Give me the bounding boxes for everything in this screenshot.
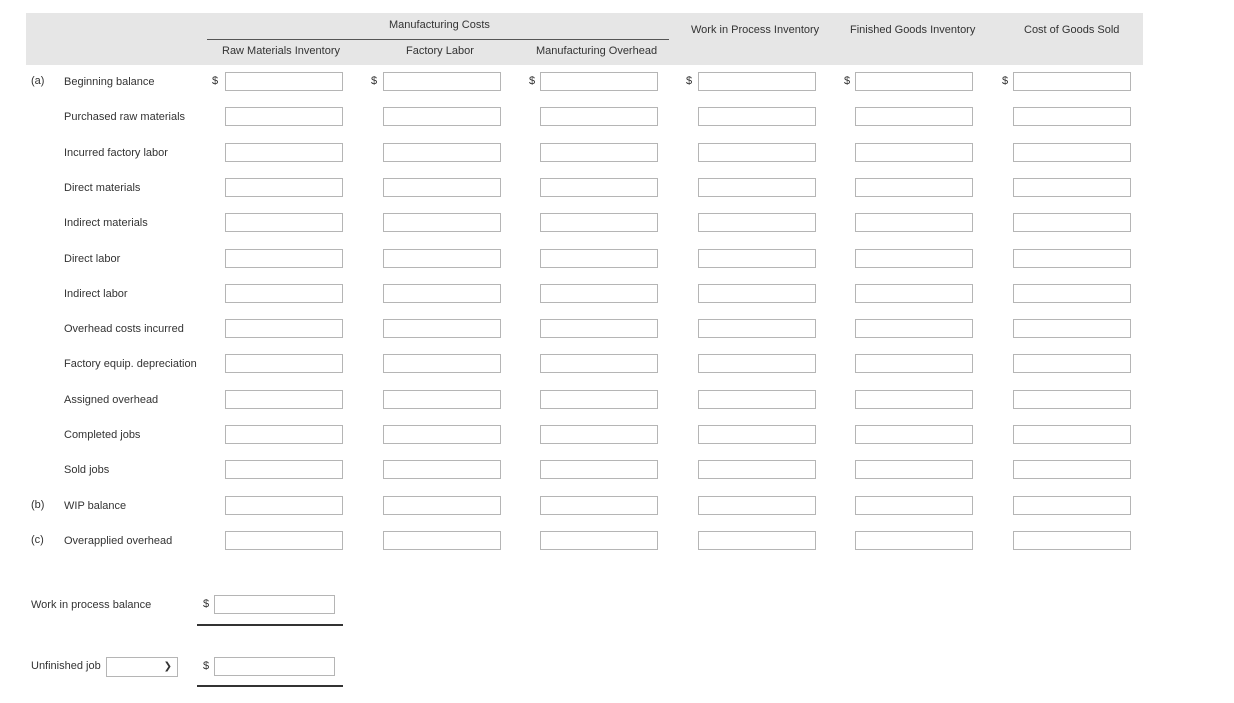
amount-input[interactable] [855,178,973,197]
amount-input[interactable] [225,390,343,409]
row-label: WIP balance [64,500,127,512]
amount-input[interactable] [225,213,343,232]
amount-input[interactable] [540,143,658,162]
unfinished-job-currency: $ [203,660,210,672]
wip-balance-input[interactable] [214,595,335,614]
amount-input[interactable] [855,496,973,515]
amount-input[interactable] [225,249,343,268]
amount-input[interactable] [540,390,658,409]
row-label: Indirect materials [64,217,148,229]
amount-input[interactable] [1013,72,1131,91]
amount-input[interactable] [855,72,973,91]
amount-input[interactable] [855,107,973,126]
amount-input[interactable] [1013,178,1131,197]
amount-input[interactable] [540,460,658,479]
amount-input[interactable] [855,425,973,444]
wip-balance-currency: $ [203,598,210,610]
amount-input[interactable] [540,319,658,338]
col-header-wip-inventory: Work in Process Inventory [691,24,820,36]
unfinished-job-label: Unfinished job [31,660,101,672]
amount-input[interactable] [225,178,343,197]
group-divider [207,39,669,40]
part-b-label: (b) [31,499,45,511]
col-header-factory-labor: Factory Labor [406,45,474,57]
amount-input[interactable] [698,496,816,515]
currency-symbol: $ [371,75,378,87]
amount-input[interactable] [383,460,501,479]
amount-input[interactable] [855,249,973,268]
amount-input[interactable] [1013,319,1131,338]
chevron-down-icon: ❯ [163,661,172,672]
unfinished-job-input[interactable] [214,657,335,676]
amount-input[interactable] [698,319,816,338]
amount-input[interactable] [1013,249,1131,268]
row-label: Incurred factory labor [64,147,168,159]
amount-input[interactable] [383,107,501,126]
amount-input[interactable] [225,107,343,126]
currency-symbol: $ [686,75,693,87]
amount-input[interactable] [698,390,816,409]
amount-input[interactable] [225,284,343,303]
currency-symbol: $ [529,75,536,87]
amount-input[interactable] [225,425,343,444]
unfinished-job-select[interactable] [106,657,178,677]
row-label: Completed jobs [64,429,141,441]
row-label: Assigned overhead [64,394,159,406]
wip-balance-underline [197,624,343,626]
amount-input[interactable] [698,425,816,444]
row-label: Direct materials [64,182,141,194]
amount-input[interactable] [698,249,816,268]
amount-input[interactable] [855,354,973,373]
row-label: Sold jobs [64,464,110,476]
amount-input[interactable] [383,284,501,303]
amount-input[interactable] [225,143,343,162]
amount-input[interactable] [225,460,343,479]
amount-input[interactable] [698,531,816,550]
currency-symbol: $ [1002,75,1009,87]
amount-input[interactable] [383,496,501,515]
col-header-manufacturing-overhead: Manufacturing Overhead [536,45,658,57]
amount-input[interactable] [225,319,343,338]
amount-input[interactable] [540,178,658,197]
amount-input[interactable] [698,178,816,197]
amount-input[interactable] [1013,390,1131,409]
amount-input[interactable] [855,390,973,409]
part-a-label: (a) [31,75,45,87]
amount-input[interactable] [540,354,658,373]
col-header-cogs: Cost of Goods Sold [1024,24,1120,36]
amount-input[interactable] [540,425,658,444]
amount-input[interactable] [1013,284,1131,303]
amount-input[interactable] [855,284,973,303]
group-title-manufacturing-costs: Manufacturing Costs [389,19,490,31]
amount-input[interactable] [225,354,343,373]
amount-input[interactable] [698,213,816,232]
amount-input[interactable] [225,496,343,515]
amount-input[interactable] [540,107,658,126]
currency-symbol: $ [212,75,219,87]
row-label: Direct labor [64,253,121,265]
amount-input[interactable] [1013,496,1131,515]
col-header-finished-goods: Finished Goods Inventory [850,24,976,36]
amount-input[interactable] [383,390,501,409]
amount-input[interactable] [540,213,658,232]
amount-input[interactable] [540,496,658,515]
amount-input[interactable] [383,319,501,338]
amount-input[interactable] [1013,460,1131,479]
amount-input[interactable] [1013,107,1131,126]
currency-symbol: $ [844,75,851,87]
row-label: Factory equip. depreciation [64,358,197,370]
amount-input[interactable] [383,72,501,91]
amount-input[interactable] [383,354,501,373]
amount-input[interactable] [855,460,973,479]
amount-input[interactable] [383,425,501,444]
amount-input[interactable] [540,284,658,303]
amount-input[interactable] [225,72,343,91]
amount-input[interactable] [855,213,973,232]
row-label: Indirect labor [64,288,128,300]
amount-input[interactable] [698,143,816,162]
amount-input[interactable] [1013,425,1131,444]
amount-input[interactable] [855,531,973,550]
amount-input[interactable] [383,249,501,268]
amount-input[interactable] [1013,143,1131,162]
row-label: Overapplied overhead [64,535,173,547]
amount-input[interactable] [1013,213,1131,232]
amount-input[interactable] [383,143,501,162]
amount-input[interactable] [225,531,343,550]
col-header-raw-materials: Raw Materials Inventory [222,45,340,57]
amount-input[interactable] [1013,531,1131,550]
amount-input[interactable] [383,213,501,232]
wip-balance-label: Work in process balance [31,599,152,611]
row-label: Overhead costs incurred [64,323,184,335]
amount-input[interactable] [698,107,816,126]
amount-input[interactable] [698,460,816,479]
part-c-label: (c) [31,534,44,546]
amount-input[interactable] [540,249,658,268]
row-label: Beginning balance [64,76,155,88]
amount-input[interactable] [1013,354,1131,373]
amount-input[interactable] [855,319,973,338]
amount-input[interactable] [540,531,658,550]
amount-input[interactable] [383,178,501,197]
amount-input[interactable] [383,531,501,550]
row-label: Purchased raw materials [64,111,186,123]
amount-input[interactable] [698,72,816,91]
amount-input[interactable] [698,354,816,373]
amount-input[interactable] [698,284,816,303]
unfinished-job-underline [197,685,343,687]
amount-input[interactable] [540,72,658,91]
amount-input[interactable] [855,143,973,162]
